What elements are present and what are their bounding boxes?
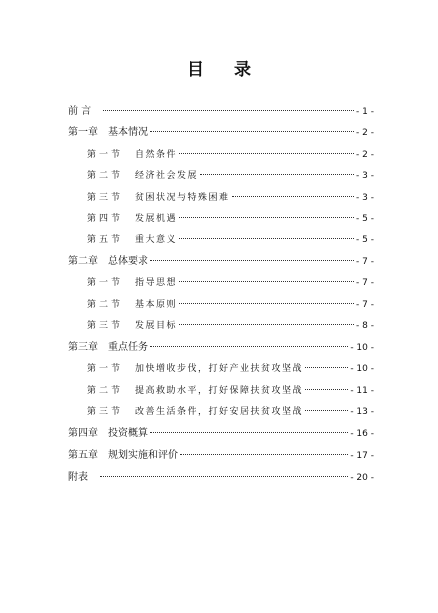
toc-entry-number: 第一节 [87, 278, 124, 288]
toc-entry-label: 提高救助水平，打好保障扶贫攻坚战 [135, 386, 304, 396]
toc-leader-dots [200, 174, 354, 175]
toc-entry-page: - 1 - [356, 107, 374, 117]
toc-entry-label: 发展目标 [135, 321, 178, 331]
toc-leader-dots [179, 153, 354, 154]
toc-entry-number: 第三节 [87, 193, 124, 203]
toc-leader-dots [179, 217, 354, 218]
toc-entry [68, 254, 374, 270]
toc-leader-dots [180, 454, 348, 455]
toc-entry-page: - 5 - [356, 235, 374, 245]
toc-entry [87, 211, 374, 227]
toc-entry [68, 340, 374, 356]
toc-entry-page: - 17 - [350, 451, 374, 461]
toc-entry-number: 第二节 [87, 171, 124, 181]
toc-leader-dots [179, 324, 354, 325]
toc-entry [68, 104, 374, 120]
toc-entry-number: 第五节 [87, 235, 124, 245]
toc-entry [87, 275, 374, 291]
toc-entry-label: 经济社会发展 [135, 171, 199, 181]
toc-entry-page: - 2 - [356, 150, 374, 160]
toc-entry-label: 重点任务 [108, 342, 148, 353]
toc-leader-dots [179, 281, 354, 282]
toc-leader-dots [305, 410, 348, 411]
toc-leader-dots [179, 303, 354, 304]
toc-entry [87, 190, 374, 206]
toc-entry-label: 投资概算 [108, 428, 148, 439]
toc-entry [87, 147, 374, 163]
toc-entry-label: 基本情况 [108, 127, 148, 138]
toc-leader-dots [150, 346, 348, 347]
toc-leader-dots [103, 110, 354, 111]
toc-entry-page: - 7 - [356, 300, 374, 310]
toc-leader-dots [150, 432, 348, 433]
toc-entry [68, 426, 374, 442]
toc-entry-label: 规划实施和评价 [108, 450, 178, 461]
toc-entry [87, 361, 374, 377]
toc-entry-page: - 5 - [356, 214, 374, 224]
toc-entry [68, 470, 374, 486]
toc-entry-number: 第一节 [87, 150, 124, 160]
toc-entry-number: 第三章 [68, 342, 98, 353]
toc-entry-page: - 11 - [350, 386, 374, 396]
toc-entry [87, 168, 374, 184]
toc-entry-label: 发展机遇 [135, 214, 178, 224]
toc-entry-number: 第二章 [68, 256, 98, 267]
toc-entry [87, 383, 374, 399]
toc-entry [68, 125, 374, 141]
toc-entry-label: 自然条件 [135, 150, 178, 160]
toc-entry-label: 基本原则 [135, 300, 178, 310]
toc-entry-page: - 2 - [356, 128, 374, 138]
toc-entry-number: 第五章 [68, 450, 98, 461]
toc-entry-number: 第一章 [68, 127, 98, 138]
toc-entry-page: - 3 - [356, 193, 374, 203]
toc-entry-number: 第四节 [87, 214, 124, 224]
toc-entry-number: 第一节 [87, 364, 124, 374]
toc-entry-number: 第四章 [68, 428, 98, 439]
toc-leader-dots [150, 260, 354, 261]
toc-entry-page: - 16 - [350, 429, 374, 439]
toc-entry-page: - 13 - [350, 407, 374, 417]
toc-entry-label: 改善生活条件，打好安居扶贫攻坚战 [135, 407, 304, 417]
toc-entry [87, 404, 374, 420]
toc-entry-label: 总体要求 [108, 256, 148, 267]
toc-entry-page: - 7 - [356, 257, 374, 267]
toc-leader-dots [150, 131, 354, 132]
toc-leader-dots [305, 367, 348, 368]
toc-entry-number: 第二节 [87, 386, 124, 396]
toc-entry-page: - 3 - [356, 171, 374, 181]
toc-entry-number: 附表 [68, 472, 88, 483]
toc-entry [87, 232, 374, 248]
toc-entry [87, 318, 374, 334]
toc-entry-page: - 10 - [350, 343, 374, 353]
toc-leader-dots [232, 196, 355, 197]
toc-entry-number: 第三节 [87, 407, 124, 417]
toc-entry-page: - 10 - [350, 364, 374, 374]
toc-entry-label: 加快增收步伐，打好产业扶贫攻坚战 [135, 364, 304, 374]
toc-title: 目 录 [187, 60, 263, 80]
toc-leader-dots [305, 389, 348, 390]
toc-entry-label: 贫困状况与特殊困难 [135, 193, 230, 203]
toc-entry-number: 前 言 [68, 106, 92, 117]
toc-entry-number: 第二节 [87, 300, 124, 310]
toc-leader-dots [100, 476, 348, 477]
toc-entry [68, 448, 374, 464]
toc-entry-page: - 7 - [356, 278, 374, 288]
toc-entry-label: 指导思想 [135, 278, 178, 288]
toc-leader-dots [179, 238, 354, 239]
toc-entry [87, 297, 374, 313]
toc-entry-number: 第三节 [87, 321, 124, 331]
toc-entry-page: - 20 - [350, 473, 374, 483]
toc-entry-page: - 8 - [356, 321, 374, 331]
toc-entry-label: 重大意义 [135, 235, 178, 245]
